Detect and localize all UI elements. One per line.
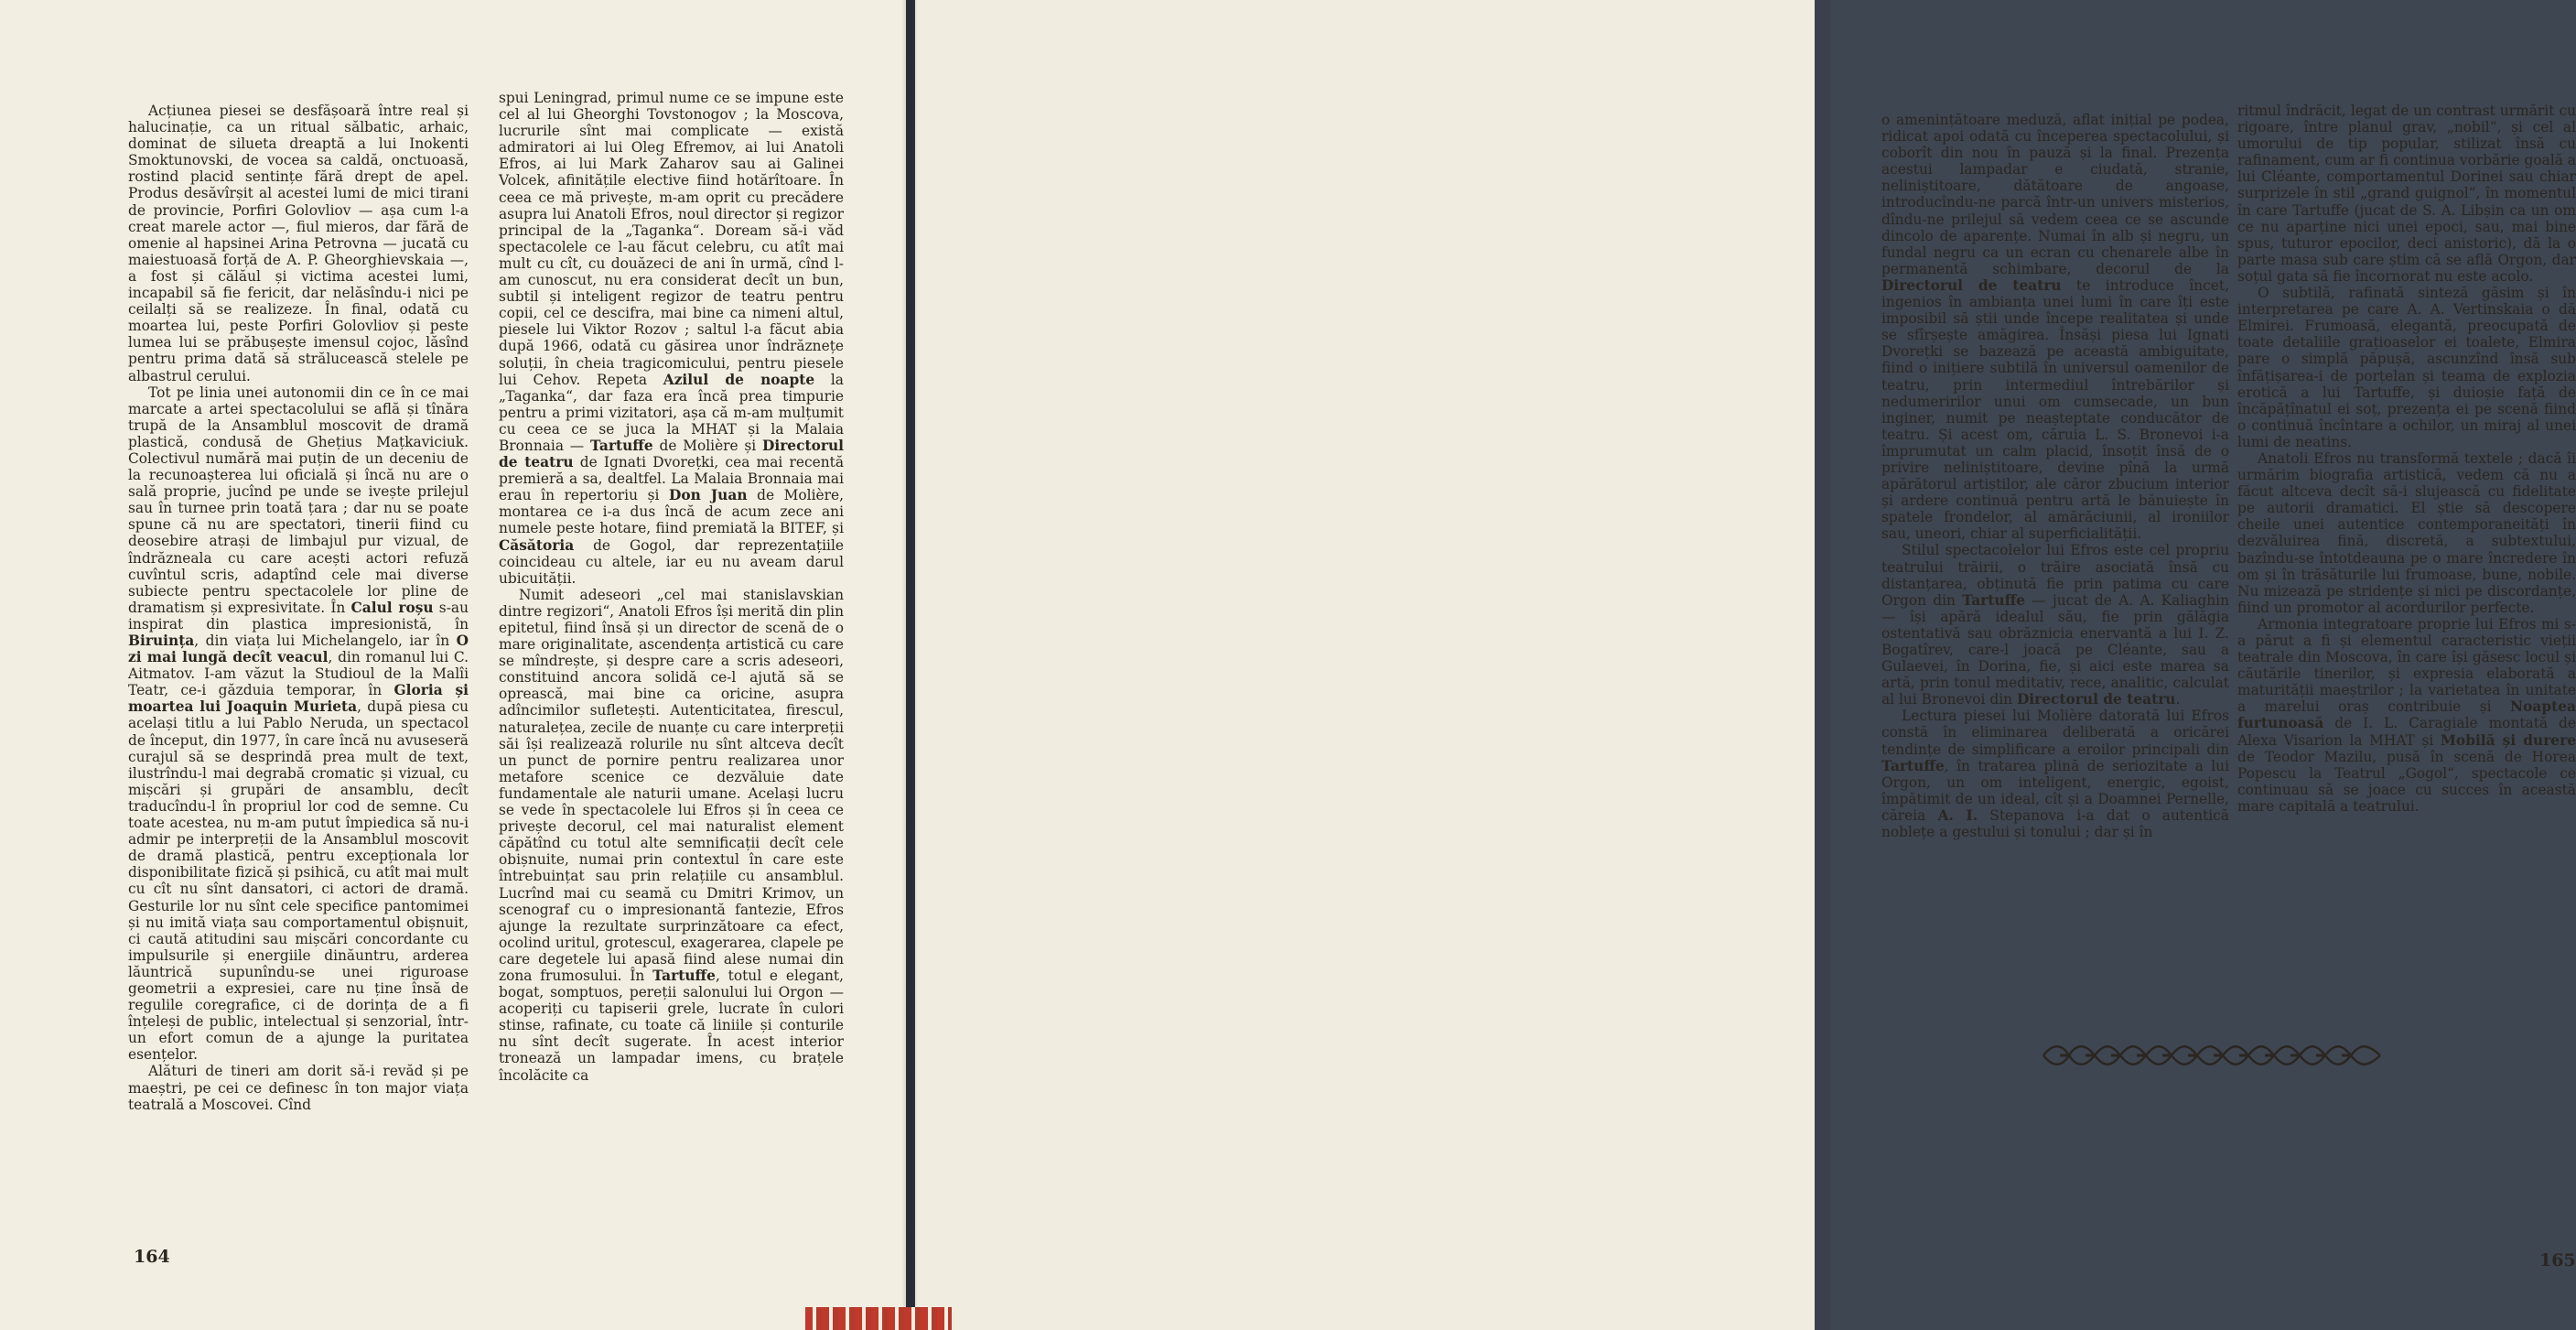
paragraph (128, 103, 469, 384)
text-run: Lectura piesei lui Molière datorată lui Efros constă în eliminarea deliberată a oricărei tendințe de simplificare a eroilor principali din (1881, 708, 2229, 758)
page-number-right: 165 (2539, 1250, 2576, 1271)
text-run: de Molière și (652, 437, 762, 454)
text-run: ritmul îndrăcit, legat de un contrast urmărit cu rigoare, între planul grav, „nobil“, și cel al umorului de tip popular, stilizat însă cu rafinament, cum ar fi continua vorbărie goală a lui Cléante, comportamentul Dorinei sau chiar surprizele în stil „grand guignol“, în momentul în care Tartuffe (jucat de S. A. Libșin ca un om ce nu aparține nici unei epoci, sau, mai bine spus, tuturor epocilor, deci anistoric), dă la o parte masa sub care știm că se află Orgon, dar soțul gata să fie încornorat nu este acolo. (2237, 103, 2576, 285)
title-reference: Directorul de teatru (1881, 276, 2062, 294)
text-run: spui Leningrad, primul nume ce se impune este cel al lui Gheorghi Tovstonogov ; la Moscova, lucrurile sînt mai complicate — există admiratori ai lui Oleg Efremov, ai lui Anatoli Efros, ai lui Mark Zaharov sau ai Galinei Volcek, afinitățile elective fiind hotărîtoare. În ceea ce mă privește, m-am oprit cu precădere asupra lui Anatoli Efros, noul director și regizor principal de la „Taganka“. Doream să-i văd spectacolele ce l-au făcut celebru, cu atît mai mult cu cît, cu douăzeci de ani în urmă, cînd l-am cunoscut, nu era considerat decît un bun, subtil și inteligent regizor de teatru pentru copii, cel ce descifra, mai bine ca nimeni altul, piesele lui Viktor Rozov ; saltul l-a făcut abia după 1966, odată cu găsirea unor îndrăznețe soluții, în cheia tragicomicului, pentru piesele lui Cehov. Repeta (499, 90, 844, 388)
paragraph (2237, 616, 2576, 815)
paragraph (499, 587, 844, 1084)
paragraph (1881, 542, 2229, 708)
text-run: , din romanul lui C. Aitmatov. I-am văzut la Studioul de la Malîi Teatr, ce-i găzduia temporar, în (128, 649, 469, 699)
paragraph (499, 90, 844, 587)
text-run: Stilul spectacolelor lui Efros este cel propriu teatrului trăirii, o trăire asociată însă cu distanțarea, obținută fie prin patima cu care Orgon din (1881, 542, 2229, 609)
title-reference: A. I. (1937, 806, 1978, 824)
title-reference: Biruința (128, 633, 195, 649)
left-page (0, 0, 909, 1330)
title-reference: Tartuffe (652, 967, 716, 984)
text-run: , din viața lui Michelangelo, iar în (194, 633, 457, 649)
text-run: o amenințătoare meduză, aflat inițial pe podea, ridicat apoi odată cu începerea spectacolului, și coborît din nou în pauză și la final. Prezența acestui lampadar e ciudată, stranie, neliniștitoare, dătătoare de angoase, introducîndu-ne parcă într-un univers misterios, dîndu-ne prilejul să vedem ceea ce se ascunde dincolo de aparențe. Numai în alb și negru, un fundal negru ca un ecran cu chenarele albe în permanentă schimbare, decorul de la (1881, 112, 2229, 277)
text-run: s-au inspirat din plastica impresionistă, în (128, 599, 469, 633)
title-reference: Căsătoria (499, 536, 575, 554)
title-reference: Directorul de teatru (499, 437, 844, 471)
text-run: de Teodor Mazilu, pusă în scenă de Horea Popescu la Teatrul „Gogol“, spectacole ce continuau să se joace cu succes în această mare capitală a teatrului. (2237, 748, 2576, 815)
title-reference: O zi mai lungă decît veacul (128, 633, 469, 666)
right-page (909, 0, 2576, 1330)
text-run: de Ignati Dvorețki, cea mai recentă premieră a sa, dealtfel. La Malaia Bronnaia mai erau în repertoriu și (499, 454, 844, 504)
decorative-chain-ornament-icon (2042, 1042, 2382, 1069)
title-reference: Mobilă și durere (2440, 731, 2576, 749)
text-run: de Molière, montarea ce i-a dus încă de acum zece ani numele peste hotare, fiind premiată la BITEF, și (499, 487, 844, 537)
text-run: Acțiunea piesei se desfășoară între real și halucinație, ca un ritual sălbatic, arhaic, dominat de silueta dreaptă a lui Inokenti Smoktunovski, de vocea sa caldă, onctuoasă, rostind placid sentințe fără drept de apel. Produs desăvîrșit al acestei lumi de mici tirani de provincie, Porfiri Golovliov — așa cum l-a creat marele actor —, fiul mieros, dar fără de omenie al hapsinei Arina Petrovna — jucată cu maiestuoasă forță de A. P. Gheorghievskaia —, a fost și călăul și victima acestei lumi, incapabil să fie fericit, dar nelăsîndu-i nici pe ceilalți să se realizeze. În final, odată cu moartea lui, peste Porfiri Golovliov și peste lumea lui se prăbușește imensul cojoc, lăsînd pentru prima dată să strălucească stelele pe albastrul cerului. (128, 103, 469, 384)
paragraph (2237, 285, 2576, 450)
text-run: O subtilă, rafinată sinteză găsim și în interpretarea pe care A. A. Vertinskaia o dă Elmirei. Frumoasă, elegantă, preocupată de toate detaliile grațioaselor ei toalete, Elmira pare o simplă păpușă, ascunzînd însă sub înfățișarea-i de porțelan și teama de explozia erotică a lui Tartuffe, și duioșie față de încăpățînatul ei soț, prezența ei pe scenă fiind o continuă încîntare a ochilor, un miraj al unei lumi de neatins. (2237, 285, 2576, 450)
title-reference: Tartuffe (1962, 591, 2026, 609)
text-run: de Gogol, dar reprezentațiile coincideau cu altele, iar eu nu aveam darul ubicuității. (499, 536, 844, 587)
page-number-left: 164 (134, 1247, 170, 1267)
paragraph (1881, 708, 2229, 840)
column-2 (499, 90, 844, 1084)
paragraph (2237, 103, 2576, 285)
text-run: Alături de tineri am dorit să-i revăd și pe maeștri, pe cei ce definesc în ton major viața teatrală a Moscovei. Cînd (128, 1063, 469, 1113)
text-run: — jucat de A. A. Kaliaghin — își apără idealul său, fie prin gălăgia ostentativă sau obrăznicia enervantă a lui I. Z. Bogatîrev, care-l joacă pe Cléante, sau a Gulaevei, în Dorina, fie, și aici este marea sa artă, prin tonul meditativ, rece, analitic, calculat al lui Bronevoi din (1881, 591, 2229, 708)
page-gutter-shadow (901, 0, 918, 1330)
text-run: la „Taganka“, dar faza era încă prea timpurie pentru a primi vizitatori, așa că m-am mulțumit cu ceea ce se juca la MHAT și la Malaia Bronnaia — (499, 371, 844, 454)
title-reference: Gloria și moartea lui Joaquin Murieta (128, 682, 469, 716)
bookmark-ribbon (805, 1307, 952, 1330)
text-run: Anatoli Efros nu transformă textele ; dacă îi urmărim biografia artistică, vedem că nu a făcut altceva decît să-i slujească cu fidelitate pe autorii dramatici. El știe să descopere cheile unei autentice contemporaneități în dezvăluirea fină, discretă, a subtextului, bazîndu-se întotdeauna pe o mare încredere în om și în trăsăturile lui frumoase, bune, nobile. Nu mizează pe stridențe și nici pe discordanțe, fiind un promotor al acordurilor perfecte. (2237, 449, 2576, 616)
column-4 (2237, 103, 2576, 815)
text-run: , totul e elegant, bogat, somptuos, pereții salonului lui Orgon — acoperiți cu tapiserii grele, lucrate în culori stinse, rafinate, cu toate că liniile și conturile nu sînt decît sugerate. În acest interior tronează un lampadar imens, cu brațele încolăcite ca (499, 967, 844, 1084)
title-reference: Tartuffe (1881, 757, 1945, 774)
text-run: Armonia integratoare proprie lui Efros mi s-a părut a fi și elementul caracteristic vieții teatrale din Moscova, în care își găsesc locul și căutările tinerilor, și expresia elaborată a maturității maeștrilor ; la varietatea în unitate a marelui oraș contribuie și (2237, 615, 2576, 716)
title-reference: Calul roșu (350, 599, 434, 616)
text-run: Stepanova i-a dat o autentică noblețe a gestului și tonului ; dar și în (1881, 806, 2229, 841)
text-run: , în tratarea plină de seriozitate a lui Orgon, un om inteligent, energic, egoist, împătimit de un ideal, cît și a Doamnei Pernelle, căreia (1881, 757, 2229, 824)
title-reference: Azilul de noapte (663, 371, 815, 388)
column-1 (128, 103, 469, 1113)
text-run: de I. L. Caragiale montată de Alexa Visarion la MHAT și (2237, 715, 2576, 749)
paragraph (2237, 450, 2576, 616)
title-reference: Noaptea furtunoasă (2237, 698, 2576, 732)
text-run: Numit adeseori „cel mai stanislavskian dintre regizori“, Anatoli Efros își merită din plin epitetul, fiind însă și un director de scenă de o mare originalitate, ascendența artistică cu care se mîndrește, și despre care a scris adeseori, constituind ancora solidă ce-l ajută să se oprească, mai bine ca oricine, asupra adîncimilor sufletești. Autenticitatea, firescul, naturalețea, zecile de nuanțe cu care interpreții săi își realizează rolurile nu sînt altceva decît un punct de pornire pentru realizarea unor metafore scenice ce dezvăluie date fundamentale ale naturii umane. Același lucru se vede în spectacolele lui Efros și în ceea ce privește decorul, cel mai naturalist element căpătînd cu totul alte semnificații decît cele obișnuite, numai prin contextul în care este întrebuințat sau prin relațiile cu ansamblul. Lucrînd mai cu seamă cu Dmitri Krimov, un scenograf cu o impresionantă fantezie, Efros ajunge la rezultate surprinzătoare ca efect, ocolind uritul, grotescul, exagerarea, clapele pe care degetele lui apasă fiind alese numai din zona frumosului. În (499, 586, 844, 984)
text-run: , după piesa cu același titlu a lui Pablo Neruda, un spectacol de început, din 1977, în care încă nu avuseseră curajul să se desprindă prea mult de text, ilustrîndu-l mai degrabă cromatic și vizual, cu mișcări și grupări de ansamblu, decît traducîndu-l în propriul lor cod de semne. Cu toate acestea, nu m-am putut împiedica să nu-i admir pe interpreții de la Ansamblul moscovit de dramă plastică, pentru excepționala lor disponibilitate fizică și psihică, cu atît mai mult cu cît nu sînt dansatori, ci actori de dramă. Gesturile lor nu sînt cele specifice pantomimei și nu imită viața sau comportamentul obișnuit, ci caută atitudini sau mișcări concordante cu impulsurile și energiile dinăuntru, ardereа lăuntrică supunîndu-se unei riguroase geometrii a expresiei, care nu ține însă de regulile coregrafice, ci de dorința de a fi înțeleși de public, intelectual și senzorial, într-un efort comun de a ajunge la puritatea esențelor. (128, 698, 469, 1064)
text-run: te introduce încet, ingenios în ambianța unei lumi în care îți este imposibil să știi unde începe realitatea și unde se sfîrșește amăgirea. Însăși piesa lui Ignati Dvorețki se bazează pe această ambiguitate, fiind o inițiere subtilă în universul oamenilor de teatru, prin intermediul întrebărilor și nedumeririlor unui om cumsecade, un bun inginer, numit pe neașteptate conducător de teatru. Și acest om, căruia L. S. Bronevoi i-a împrumutat un calm placid, însoțit însă de o privire neliniștitoare, devine pînă la urmă apărătorul artiștilor, ale căror zbucium interior și ardere continuă pentru artă le bănuiește în spatele frondelor, al amărăciunii, al ironiilor sau, uneori, chiar al superficialității. (1881, 276, 2229, 543)
title-reference: Tartuffe (589, 437, 653, 454)
book-cover-edge (1815, 0, 1830, 1330)
paragraph (128, 384, 469, 1064)
paragraph (128, 1063, 469, 1112)
title-reference: Don Juan (669, 487, 748, 504)
title-reference: Directorul de teatru (2016, 691, 2176, 708)
text-run: . (2175, 691, 2181, 708)
text-run: Tot pe linia unei autonomii din ce în ce mai marcate a artei spectacolului se află și tînăra trupă de la Ansamblul moscovit de dramă plastică, condusă de Ghețius Mațkaviciuk. Colectivul numără mai puțin de un deceniu de la recunoașterea lui oficială și încă nu are o sală proprie, jucînd pe unde se ivește prilejul sau în turnee prin toată țara ; dar nu se poate spune că nu are spectatori, tinerii fiind cu deosebire atrași de limbajul pur vizual, de îndrăzneala cu care acești actori refuză cuvîntul scris, adaptînd cele mai diverse subiecte pentru spectacolele lor pline de dramatism și expresivitate. În (128, 384, 469, 616)
column-3 (1881, 112, 2229, 840)
paragraph (1881, 112, 2229, 542)
